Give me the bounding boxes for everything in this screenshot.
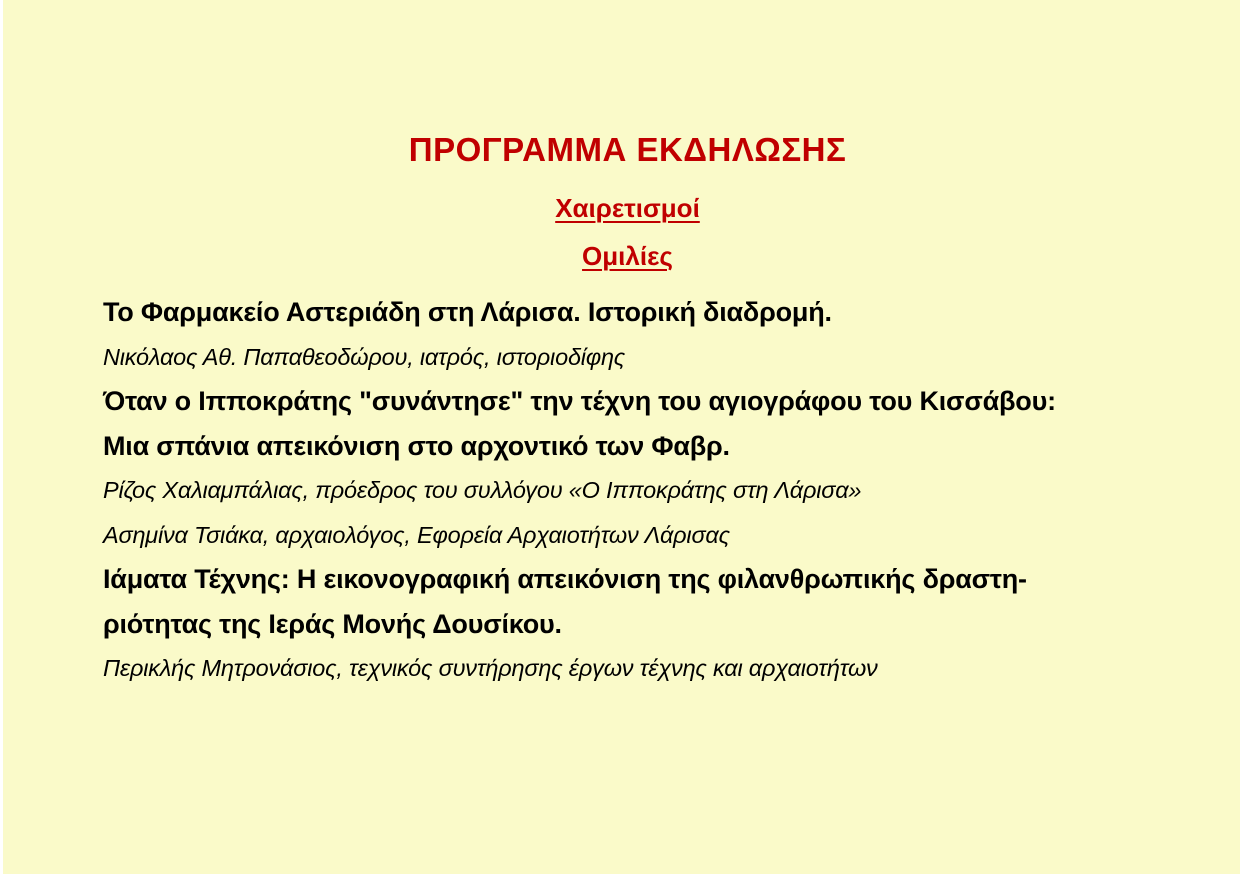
talk-title-line: Μια σπάνια απεικόνιση στο αρχοντικό των Φαβρ. [103,430,730,461]
speaker-line: Ρίζος Χαλιαμπάλιας, πρόεδρος του συλλόγου «Ο Ιπποκράτης στη Λάρισα» [103,477,862,503]
program-body [103,290,1152,691]
talk-title-line: ριότητας της Ιεράς Μονής Δουσίκου. [103,608,562,639]
talk-title-line: Το Φαρμακείο Αστεριάδη στη Λάρισα. Ιστορική διαδρομή. [103,297,832,327]
talk-title-line: Ιάματα Τέχνης: Η εικονογραφική απεικόνιση της φιλανθρωπικής δραστη- [103,564,1027,594]
subheading-greetings: Χαιρετισμοί [555,193,700,223]
talk-title-line: Όταν ο Ιπποκράτης "συνάντησε" την τέχνη του αγιογράφου του Κισσάβου: [103,386,1056,416]
page-title: ΠΡΟΓΡΑΜΜΑ ΕΚΔΗΛΩΣΗΣ [408,131,847,168]
speaker-line: Ασημίνα Τσιάκα, αρχαιολόγος, Εφορεία Αρχαιοτήτων Λάρισας [103,521,730,548]
subheading-talks: Ομιλίες [582,241,673,271]
speaker-line: Περικλής Μητρονάσιος, τεχνικός συντήρησης έργων τέχνης και αρχαιοτήτων [103,655,878,681]
speaker-line: Νικόλαος Αθ. Παπαθεοδώρου, ιατρός, ιστοριοδίφης [103,343,626,370]
